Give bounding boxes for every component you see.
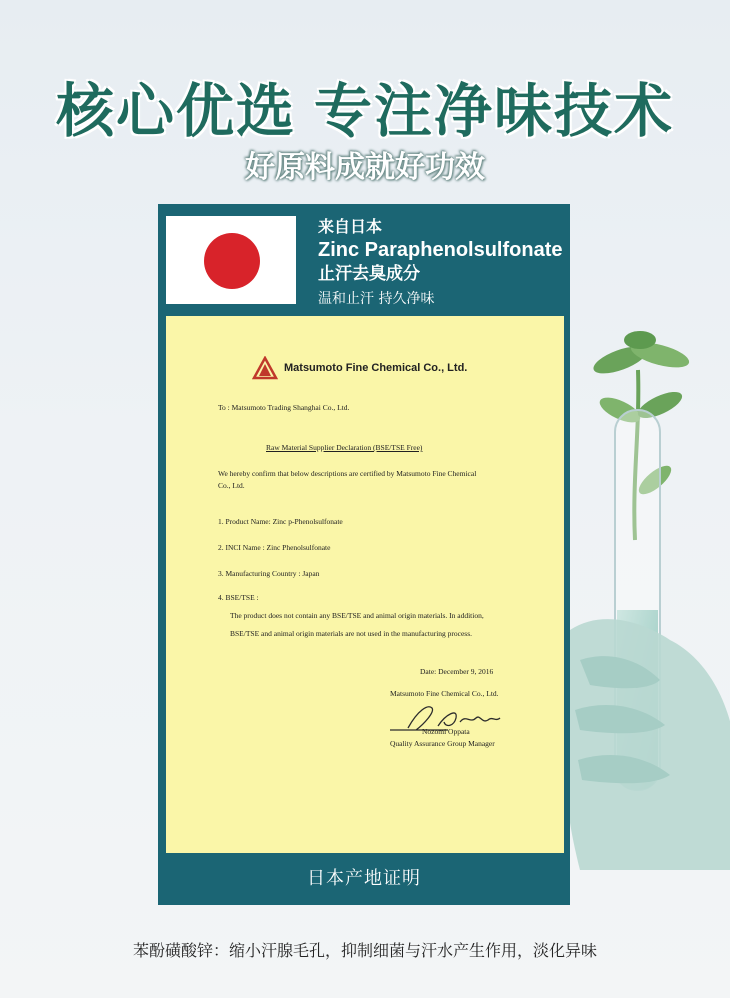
test-tube-plant-illustration [560,310,730,870]
bse-line-1: The product does not contain any BSE/TSE and animal origin materials. In addition, [230,611,484,620]
ingredient-name: Zinc Paraphenolsulfonate [318,239,563,261]
item-bse-tse: 4. BSE/TSE : [218,593,259,602]
japan-flag-icon [166,216,296,304]
signatory-role: Quality Assurance Group Manager [390,739,495,748]
page-headline [0,64,730,148]
flag-sun [204,233,260,289]
ingredient-function: 止汗去臭成分 [318,264,420,284]
origin-label: 来自日本 [318,217,383,236]
item-country: 3. Manufacturing Country : Japan [218,569,320,578]
item-inci-name: 2. INCI Name : Zinc Phenolsulfonate [218,543,331,552]
card-header [318,216,562,310]
origin-certificate-label: 日本产地证明 [307,868,421,889]
bse-line-2: BSE/TSE and animal origin materials are not used in the manufacturing process. [230,629,473,638]
company-name: Matsumoto Fine Chemical Co., Ltd. [284,362,468,374]
supplier-declaration-document [166,316,564,853]
intro-line-1: We hereby confirm that below descriptions are certified by Matsumoto Fine Chemical [218,469,477,478]
headline-part-1: 核心优选 [55,77,296,145]
mfc-logo-icon [252,356,278,382]
declaration-title: Raw Material Supplier Declaration (BSE/TSE Free) [266,443,423,452]
certificate-card [158,204,570,905]
headline-part-2: 专注净味技术 [314,77,675,145]
ingredient-caption: 苯酚磺酸锌：缩小汗腺毛孔，抑制细菌与汗水产生作用，淡化异味 [132,941,597,960]
signatory-name: Nozomi Oppata [422,727,470,736]
declaration-date: Date: December 9, 2016 [420,667,494,676]
signing-company: Matsumoto Fine Chemical Co., Ltd. [390,689,499,698]
to-line: To : Matsumoto Trading Shanghai Co., Ltd. [218,403,350,412]
item-product-name: 1. Product Name: Zinc p-Phenolsulfonate [218,517,343,526]
intro-line-2: Co., Ltd. [218,481,245,490]
page-subheadline: 好原料成就好功效 [245,150,485,185]
ingredient-tagline: 温和止汗 持久净味 [318,291,435,307]
